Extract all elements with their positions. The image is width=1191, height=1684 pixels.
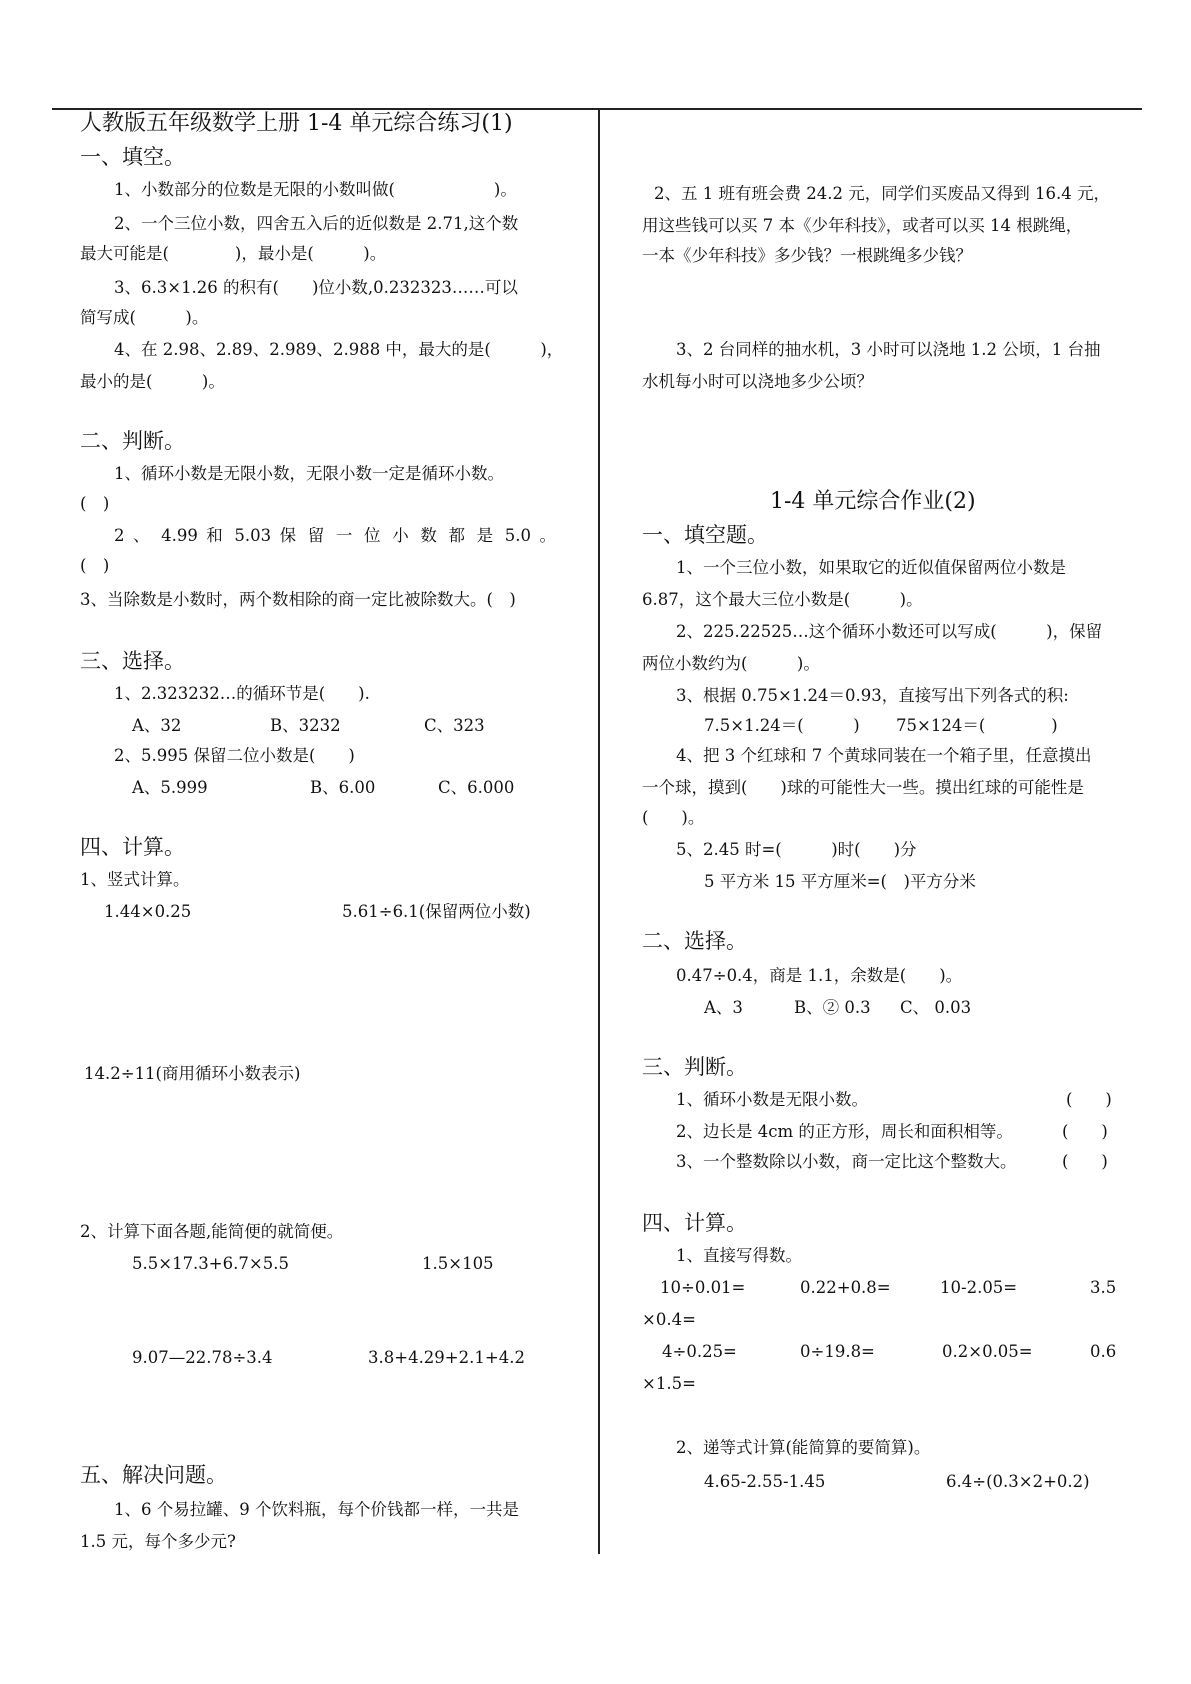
judge-2: 2 、 4.99 和 5.03 保 留 一 位 小 数 都 是 5.0 。: [114, 526, 556, 545]
r-judge-1-paren: ( ): [1066, 1090, 1112, 1109]
direct-b2: 0÷19.8=: [800, 1342, 875, 1361]
r-question-4-line3: ( )。: [642, 808, 705, 827]
question-4-line2: 最小的是( )。: [80, 372, 225, 391]
calc-item-1: 1.44×0.25: [104, 902, 192, 921]
section-heading-fill-in: 一、填空。: [80, 145, 185, 169]
problem-3-line1: 3、2 台同样的抽水机，3 小时可以浇地 1.2 公顷，1 台抽: [676, 340, 1101, 359]
choice-2: 2、5.995 保留二位小数是( ): [114, 746, 355, 765]
direct-b3: 0.2×0.05=: [942, 1342, 1033, 1361]
r-question-5-line2: 5 平方米 15 平方厘米=( )平方分米: [704, 872, 976, 891]
column-divider: [598, 108, 600, 1554]
r-choice-option-a: A、3: [704, 998, 743, 1017]
choice-1-option-a: A、32: [132, 716, 182, 735]
r-question-3-item-b: 75×124＝( ): [896, 716, 1058, 735]
problem-2-line3: 一本《少年科技》多少钱？一根跳绳多少钱？: [642, 246, 972, 265]
r-choice-option-b: B、② 0.3: [794, 998, 871, 1017]
r-choice-option-c: C、 0.03: [900, 998, 972, 1017]
r-question-3-item-a: 7.5×1.24＝( ): [704, 716, 860, 735]
r-question-2-line2: 两位小数约为( )。: [642, 654, 820, 673]
section-heading-judge: 二、判断。: [80, 429, 185, 453]
r-judge-1: 1、循环小数是无限小数。: [676, 1090, 868, 1109]
question-2-line2: 最大可能是( )，最小是( )。: [80, 244, 387, 263]
choice-1-option-b: B、3232: [270, 716, 341, 735]
r-question-1-line1: 1、一个三位小数，如果取它的近似值保留两位小数是: [676, 558, 1066, 577]
page-title: 人教版五年级数学上册 1-4 单元综合练习(1): [80, 111, 513, 136]
r-section-heading-fill-in: 一、填空题。: [642, 523, 768, 547]
question-3-line1: 3、6.3×1.26 的积有( )位小数,0.232323……可以: [114, 278, 518, 297]
judge-2-paren: ( ): [80, 556, 110, 575]
judge-1: 1、循环小数是无限小数，无限小数一定是循环小数。: [114, 464, 504, 483]
r-judge-2: 2、边长是 4cm 的正方形，周长和面积相等。: [676, 1122, 1013, 1141]
choice-2-option-b: B、6.00: [310, 778, 376, 797]
direct-b1: 4÷0.25=: [662, 1342, 737, 1361]
calc-item-2: 5.61÷6.1(保留两位小数): [342, 902, 531, 921]
question-2-line1: 2、一个三位小数，四舍五入后的近似数是 2.71,这个数: [114, 214, 519, 233]
r-question-5-line1: 5、2.45 时=( )时( )分: [676, 840, 917, 859]
direct-a4: 3.5: [1090, 1278, 1117, 1297]
calc-sub-simplify: 2、计算下面各题,能简便的就简便。: [80, 1222, 344, 1241]
choice-1-option-c: C、323: [424, 716, 485, 735]
judge-3: 3、当除数是小数时，两个数相除的商一定比被除数大。( ): [80, 590, 516, 609]
r-section-heading-calc: 四、计算。: [642, 1211, 747, 1235]
r-question-3: 3、根据 0.75×1.24＝0.93，直接写出下列各式的积:: [676, 686, 1069, 705]
problem-1-line2: 1.5 元，每个多少元?: [80, 1532, 236, 1551]
second-title: 1-4 单元综合作业(2): [770, 489, 976, 514]
stepwise-1: 4.65-2.55-1.45: [704, 1472, 826, 1491]
r-question-2-line1: 2、225.22525…这个循环小数还可以写成( )，保留: [676, 622, 1103, 641]
choice-2-option-c: C、6.000: [438, 778, 515, 797]
choice-2-option-a: A、5.999: [132, 778, 208, 797]
r-choice-question: 0.47÷0.4，商是 1.1，余数是( )。: [676, 966, 963, 985]
direct-a3: 10-2.05=: [940, 1278, 1018, 1297]
section-heading-calc: 四、计算。: [80, 835, 185, 859]
r-question-4-line1: 4、把 3 个红球和 7 个黄球同装在一个箱子里，任意摸出: [676, 746, 1092, 765]
expr-3: 9.07—22.78÷3.4: [132, 1348, 273, 1367]
calc-sub-vertical: 1、竖式计算。: [80, 870, 190, 889]
problem-2-line2: 用这些钱可以买 7 本《少年科技》，或者可以买 14 根跳绳，: [642, 216, 1083, 235]
r-judge-3: 3、一个整数除以小数，商一定比这个整数大。: [676, 1152, 1017, 1171]
direct-b4-cont: ×1.5=: [642, 1374, 696, 1393]
problem-1-line1: 1、6 个易拉罐、9 个饮料瓶，每个价钱都一样，一共是: [114, 1500, 519, 1519]
calc-item-3: 14.2÷11(商用循环小数表示): [84, 1064, 301, 1083]
question-3-line2: 简写成( )。: [80, 308, 209, 327]
problem-3-line2: 水机每小时可以浇地多少公顷？: [642, 372, 873, 391]
problem-2-line1: 2、五 1 班有班会费 24.2 元，同学们买废品又得到 16.4 元，: [654, 184, 1110, 203]
direct-a4-cont: ×0.4=: [642, 1310, 696, 1329]
question-4-line1: 4、在 2.98、2.89、2.989、2.988 中，最大的是( )，: [114, 340, 564, 359]
section-heading-problems: 五、解决问题。: [80, 1463, 227, 1487]
r-judge-3-paren: ( ): [1062, 1152, 1108, 1171]
r-section-heading-judge: 三、判断。: [642, 1055, 747, 1079]
expr-1: 5.5×17.3+6.7×5.5: [132, 1254, 289, 1273]
section-heading-choice: 三、选择。: [80, 649, 185, 673]
direct-a1: 10÷0.01=: [660, 1278, 746, 1297]
stepwise-2: 6.4÷(0.3×2+0.2): [946, 1472, 1090, 1491]
r-calc-sub-direct: 1、直接写得数。: [676, 1246, 802, 1265]
question-1: 1、小数部分的位数是无限的小数叫做( )。: [114, 180, 517, 199]
choice-1: 1、2.323232…的循环节是( ).: [114, 684, 370, 703]
r-question-4-line2: 一个球，摸到( )球的可能性大一些。摸出红球的可能性是: [642, 778, 1084, 797]
r-judge-2-paren: ( ): [1062, 1122, 1108, 1141]
judge-1-paren: ( ): [80, 494, 110, 513]
r-calc-sub-stepwise: 2、递等式计算(能简算的要简算)。: [676, 1438, 931, 1457]
direct-b4: 0.6: [1090, 1342, 1117, 1361]
r-question-1-line2: 6.87，这个最大三位小数是( )。: [642, 590, 923, 609]
direct-a2: 0.22+0.8=: [800, 1278, 891, 1297]
r-section-heading-choice: 二、选择。: [642, 929, 747, 953]
expr-4: 3.8+4.29+2.1+4.2: [368, 1348, 525, 1367]
expr-2: 1.5×105: [422, 1254, 494, 1273]
